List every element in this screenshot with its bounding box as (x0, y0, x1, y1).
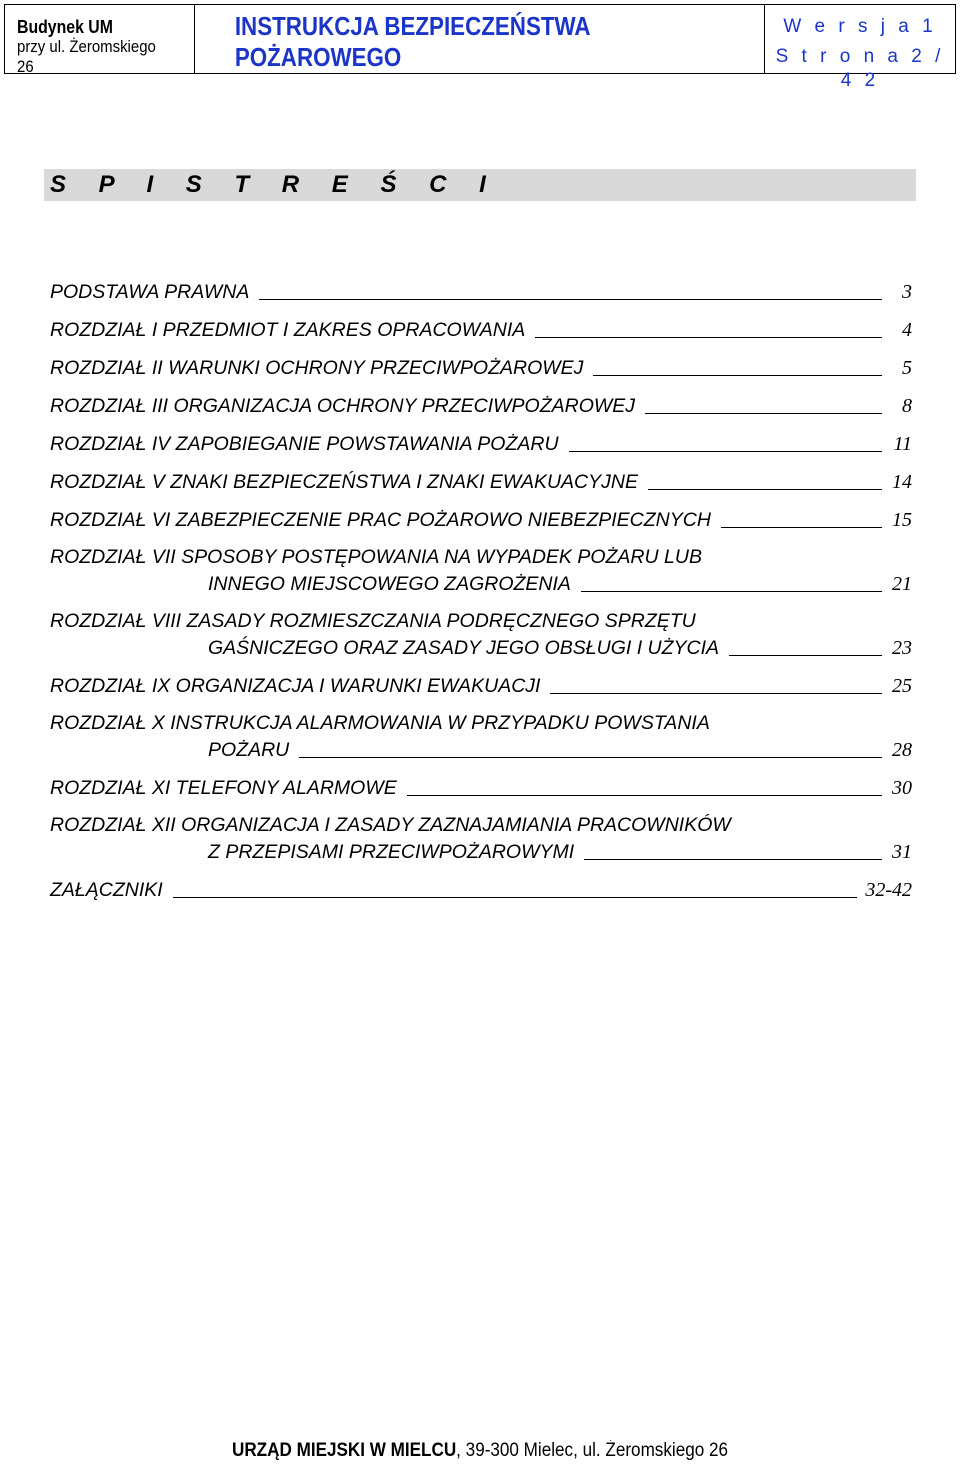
toc-entry-title: ROZDZIAŁ V ZNAKI BEZPIECZEŃSTWA I ZNAKI EWAKUACYJNE (50, 471, 638, 493)
footer-office: URZĄD MIEJSKI W MIELCU (231, 1440, 457, 1461)
toc-entry (50, 354, 912, 380)
toc-entry-title: ROZDZIAŁ II WARUNKI OCHRONY PRZECIWPOŻAROWEJ (50, 357, 584, 379)
toc-entry (50, 710, 912, 762)
page-footer (48, 1440, 912, 1462)
header-title-cell (195, 5, 765, 73)
toc-entry (50, 468, 912, 494)
toc-entry (50, 812, 912, 864)
toc-leader-line (569, 451, 882, 452)
toc-entry-title: ROZDZIAŁ VI ZABEZPIECZENIE PRAC POŻAROWO NIEBEZPIECZNYCH (50, 509, 711, 531)
toc-page-number: 25 (892, 675, 912, 697)
toc-leader-line (173, 897, 858, 898)
toc-page-number: 3 (902, 281, 912, 303)
page-header (4, 4, 956, 91)
toc-leader-line (593, 375, 882, 376)
toc-entry-title: ROZDZIAŁ XII ORGANIZACJA I ZASADY ZAZNAJAMIANIA PRACOWNIKÓW (50, 814, 731, 836)
toc-page-number: 8 (902, 395, 912, 417)
document-title: INSTRUKCJA BEZPIECZEŃSTWA POŻAROWEGO (234, 11, 590, 72)
toc-entry-title-continued: GAŚNICZEGO ORAZ ZASADY JEGO OBSŁUGI I UŻYCIA (208, 637, 720, 659)
toc-leader-line (407, 795, 882, 796)
footer-address: , 39-300 Mielec, ul. Żeromskiego 26 (456, 1440, 729, 1461)
header-meta-cell (765, 5, 955, 91)
toc-page-number: 4 (902, 319, 912, 341)
toc-entry-title: ROZDZIAŁ IV ZAPOBIEGANIE POWSTAWANIA POŻARU (50, 433, 559, 455)
toc-leader-line (299, 757, 882, 758)
toc-page-number: 28 (892, 739, 912, 761)
toc-entry (50, 316, 912, 342)
toc-entry (50, 876, 912, 902)
toc-leader-line (648, 489, 882, 490)
table-of-contents (50, 278, 912, 902)
header-version: W e r s j a 1 (783, 16, 937, 37)
header-address: przy ul. Żeromskiego 26 (17, 37, 156, 76)
toc-leader-line (584, 859, 882, 860)
toc-entry-title: ROZDZIAŁ VIII ZASADY ROZMIESZCZANIA PODRĘCZNEGO SPRZĘTU (50, 610, 696, 632)
toc-entry-title: PODSTAWA PRAWNA (50, 281, 250, 303)
toc-entry-title: ROZDZIAŁ X INSTRUKCJA ALARMOWANIA W PRZYPADKU POWSTANIA (50, 712, 710, 734)
header-building: Budynek UM (17, 17, 113, 37)
toc-entry-title: ROZDZIAŁ IX ORGANIZACJA I WARUNKI EWAKUACJI (50, 675, 541, 697)
toc-leader-line (259, 299, 882, 300)
toc-entry (50, 672, 912, 698)
toc-page-number: 30 (892, 777, 912, 799)
toc-entry (50, 774, 912, 800)
toc-entry (50, 430, 912, 456)
header-building-cell (5, 5, 195, 76)
toc-entry-title-continued: Z PRZEPISAMI PRZECIWPOŻAROWYMI (208, 841, 575, 863)
toc-entry-title: ROZDZIAŁ III ORGANIZACJA OCHRONY PRZECIWPOŻAROWEJ (50, 395, 636, 417)
toc-page-number: 15 (892, 509, 912, 531)
toc-entry-title: ROZDZIAŁ I PRZEDMIOT I ZAKRES OPRACOWANIA (50, 319, 526, 341)
toc-leader-line (550, 693, 882, 694)
toc-page-number: 14 (892, 471, 912, 493)
toc-entry-title: ROZDZIAŁ XI TELEFONY ALARMOWE (50, 777, 397, 799)
toc-leader-line (645, 413, 882, 414)
toc-leader-line (729, 655, 882, 656)
toc-leader-line (581, 591, 882, 592)
toc-entry-title: ZAŁĄCZNIKI (50, 879, 163, 901)
toc-page-number: 32-42 (865, 879, 912, 901)
toc-entry (50, 278, 912, 304)
toc-page-number: 31 (892, 841, 912, 863)
toc-entry-title-continued: POŻARU (208, 739, 290, 761)
toc-entry-title: ROZDZIAŁ VII SPOSOBY POSTĘPOWANIA NA WYPADEK POŻARU LUB (50, 546, 702, 568)
toc-entry (50, 506, 912, 532)
toc-entry-title-continued: INNEGO MIEJSCOWEGO ZAGROŻENIA (208, 573, 571, 595)
toc-leader-line (721, 527, 882, 528)
toc-page-number: 21 (892, 573, 912, 595)
toc-entry (50, 608, 912, 660)
toc-page-number: 23 (892, 637, 912, 659)
toc-leader-line (535, 337, 882, 338)
toc-title: S P I S T R E Ś C I (44, 169, 916, 201)
toc-entry (50, 544, 912, 596)
toc-page-number: 11 (893, 433, 912, 455)
toc-entry (50, 392, 912, 418)
toc-page-number: 5 (902, 357, 912, 379)
header-page-number: S t r o n a 2 / 4 2 (775, 46, 945, 91)
